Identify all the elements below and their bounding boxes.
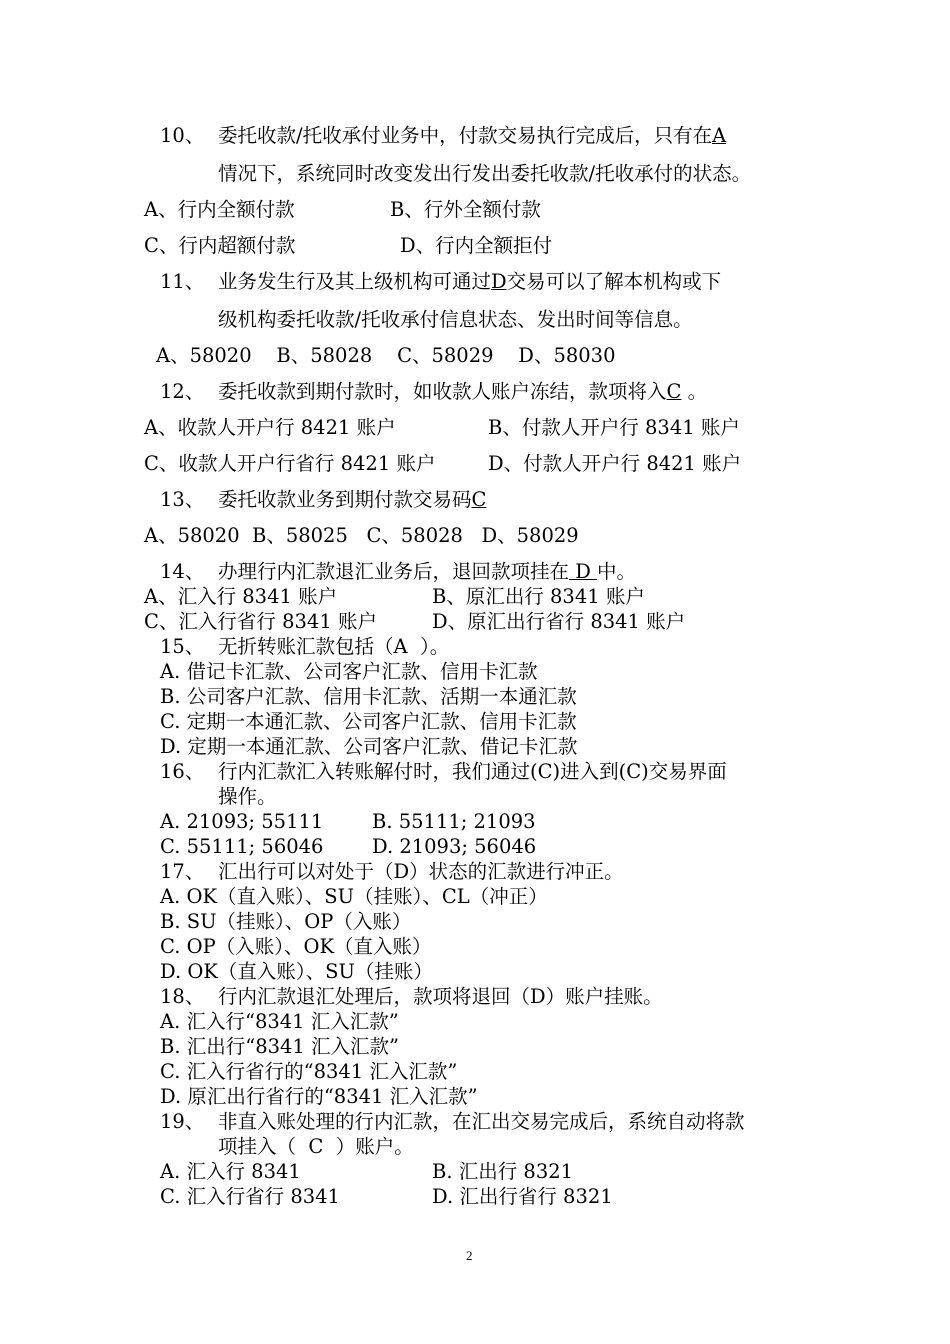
q10-text-cont: 情况下，系统同时改变发出行发出委托收款/托收承付的状态。 bbox=[218, 162, 752, 185]
q14-option-b: B、原汇出行 8341 账户 bbox=[432, 585, 645, 608]
q14-text-b: 中。 bbox=[597, 560, 637, 583]
q16-option-b: B. 55111; 21093 bbox=[372, 810, 536, 833]
q19-number: 19、 bbox=[160, 1110, 205, 1133]
q13-answer: C bbox=[471, 488, 487, 511]
q10-option-b: B、行外全额付款 bbox=[390, 198, 541, 221]
q18-text: 行内汇款退汇处理后，款项将退回（D）账户挂账。 bbox=[218, 985, 663, 1008]
q19-option-c: C. 汇入行省行 8341 bbox=[160, 1185, 340, 1208]
q17-text: 汇出行可以对处于（D）状态的汇款进行冲正。 bbox=[218, 860, 624, 883]
q14-number: 14、 bbox=[160, 560, 205, 583]
q11-number: 11、 bbox=[160, 270, 205, 293]
page-number: 2 bbox=[466, 1248, 473, 1263]
q19-text-cont: 项挂入（ C ）账户。 bbox=[218, 1135, 414, 1158]
q10-option-a: A、行内全额付款 bbox=[144, 198, 295, 221]
q14-option-a: A、汇入行 8341 账户 bbox=[144, 585, 338, 608]
q16-option-c: C. 55111; 56046 bbox=[160, 835, 324, 858]
q12-option-a: A、收款人开户行 8421 账户 bbox=[144, 416, 396, 439]
q11-text-cont: 级机构委托收款/托收承付信息状态、发出时间等信息。 bbox=[218, 308, 693, 331]
q10-option-c: C、行内超额付款 bbox=[144, 234, 296, 257]
q15-option-d: D. 定期一本通汇款、公司客户汇款、借记卡汇款 bbox=[160, 735, 578, 758]
q14-option-d: D、原汇出行省行 8341 账户 bbox=[432, 610, 686, 633]
q12-text: 委托收款到期付款时，如收款人账户冻结，款项将入 bbox=[218, 380, 667, 403]
q17-option-b: B. SU（挂账）、OP（入账） bbox=[160, 910, 412, 933]
q13-options: A、58020 B、58025 C、58028 D、58029 bbox=[144, 524, 579, 547]
q14-option-c: C、汇入行省行 8341 账户 bbox=[144, 610, 377, 633]
q12-text-b: 。 bbox=[681, 380, 708, 403]
q11-text-b: 交易可以了解本机构或下 bbox=[506, 270, 722, 293]
q17-option-d: D. OK（直入账）、SU（挂账） bbox=[160, 960, 433, 983]
q11-stem bbox=[218, 270, 721, 294]
q15-option-b: B. 公司客户汇款、信用卡汇款、活期一本通汇款 bbox=[160, 685, 577, 708]
q15-number: 15、 bbox=[160, 635, 205, 658]
q18-option-c: C. 汇入行省行的“8341 汇入汇款” bbox=[160, 1060, 458, 1083]
q18-option-d: D. 原汇出行省行的“8341 汇入汇款” bbox=[160, 1085, 478, 1108]
q19-option-b: B. 汇出行 8321 bbox=[432, 1160, 574, 1183]
q10-text: 委托收款/托收承付业务中，付款交易执行完成后，只有在 bbox=[218, 124, 713, 147]
q17-number: 17、 bbox=[160, 860, 205, 883]
q12-stem bbox=[218, 380, 707, 404]
q16-option-d: D. 21093; 56046 bbox=[372, 835, 537, 858]
q16-option-a: A. 21093; 55111 bbox=[160, 810, 324, 833]
q11-text: 业务发生行及其上级机构可通过 bbox=[218, 270, 492, 293]
q17-option-a: A. OK（直入账）、SU（挂账）、CL（冲正） bbox=[160, 885, 548, 908]
q19-option-a: A. 汇入行 8341 bbox=[160, 1160, 301, 1183]
q10-option-d: D、行内全额拒付 bbox=[400, 234, 553, 257]
q12-option-c: C、收款人开户行省行 8421 账户 bbox=[144, 452, 436, 475]
q18-option-b: B. 汇出行“8341 汇入汇款” bbox=[160, 1035, 399, 1058]
q10-stem bbox=[218, 124, 726, 148]
q12-number: 12、 bbox=[160, 380, 205, 403]
q14-stem bbox=[218, 560, 636, 584]
q15-option-a: A. 借记卡汇款、公司客户汇款、信用卡汇款 bbox=[160, 660, 538, 683]
q11-options: A、58020 B、58028 C、58029 D、58030 bbox=[156, 344, 616, 367]
q12-option-b: B、付款人开户行 8341 账户 bbox=[488, 416, 740, 439]
q13-number: 13、 bbox=[160, 488, 205, 511]
q14-answer: D bbox=[569, 560, 598, 583]
q16-number: 16、 bbox=[160, 760, 205, 783]
q16-text: 行内汇款汇入转账解付时，我们通过(C)进入到(C)交易界面 bbox=[218, 760, 727, 783]
q19-text: 非直入账处理的行内汇款，在汇出交易完成后，系统自动将款 bbox=[218, 1110, 745, 1133]
q14-text: 办理行内汇款退汇业务后，退回款项挂在 bbox=[218, 560, 570, 583]
q12-option-d: D、付款人开户行 8421 账户 bbox=[488, 452, 742, 475]
q12-answer: C bbox=[666, 380, 682, 403]
q11-answer: D bbox=[491, 270, 507, 293]
q10-answer: A bbox=[712, 124, 727, 147]
q15-option-c: C. 定期一本通汇款、公司客户汇款、信用卡汇款 bbox=[160, 710, 577, 733]
q19-option-d: D. 汇出行省行 8321 bbox=[432, 1185, 613, 1208]
q17-option-c: C. OP（入账）、OK（直入账） bbox=[160, 935, 432, 958]
q16-text-cont: 操作。 bbox=[218, 785, 277, 808]
q10-number: 10、 bbox=[160, 124, 205, 147]
q18-option-a: A. 汇入行“8341 汇入汇款” bbox=[160, 1010, 399, 1033]
q15-text: 无折转账汇款包括（A ）。 bbox=[218, 635, 450, 658]
q13-stem bbox=[218, 488, 486, 512]
q18-number: 18、 bbox=[160, 985, 205, 1008]
q13-text: 委托收款业务到期付款交易码 bbox=[218, 488, 472, 511]
